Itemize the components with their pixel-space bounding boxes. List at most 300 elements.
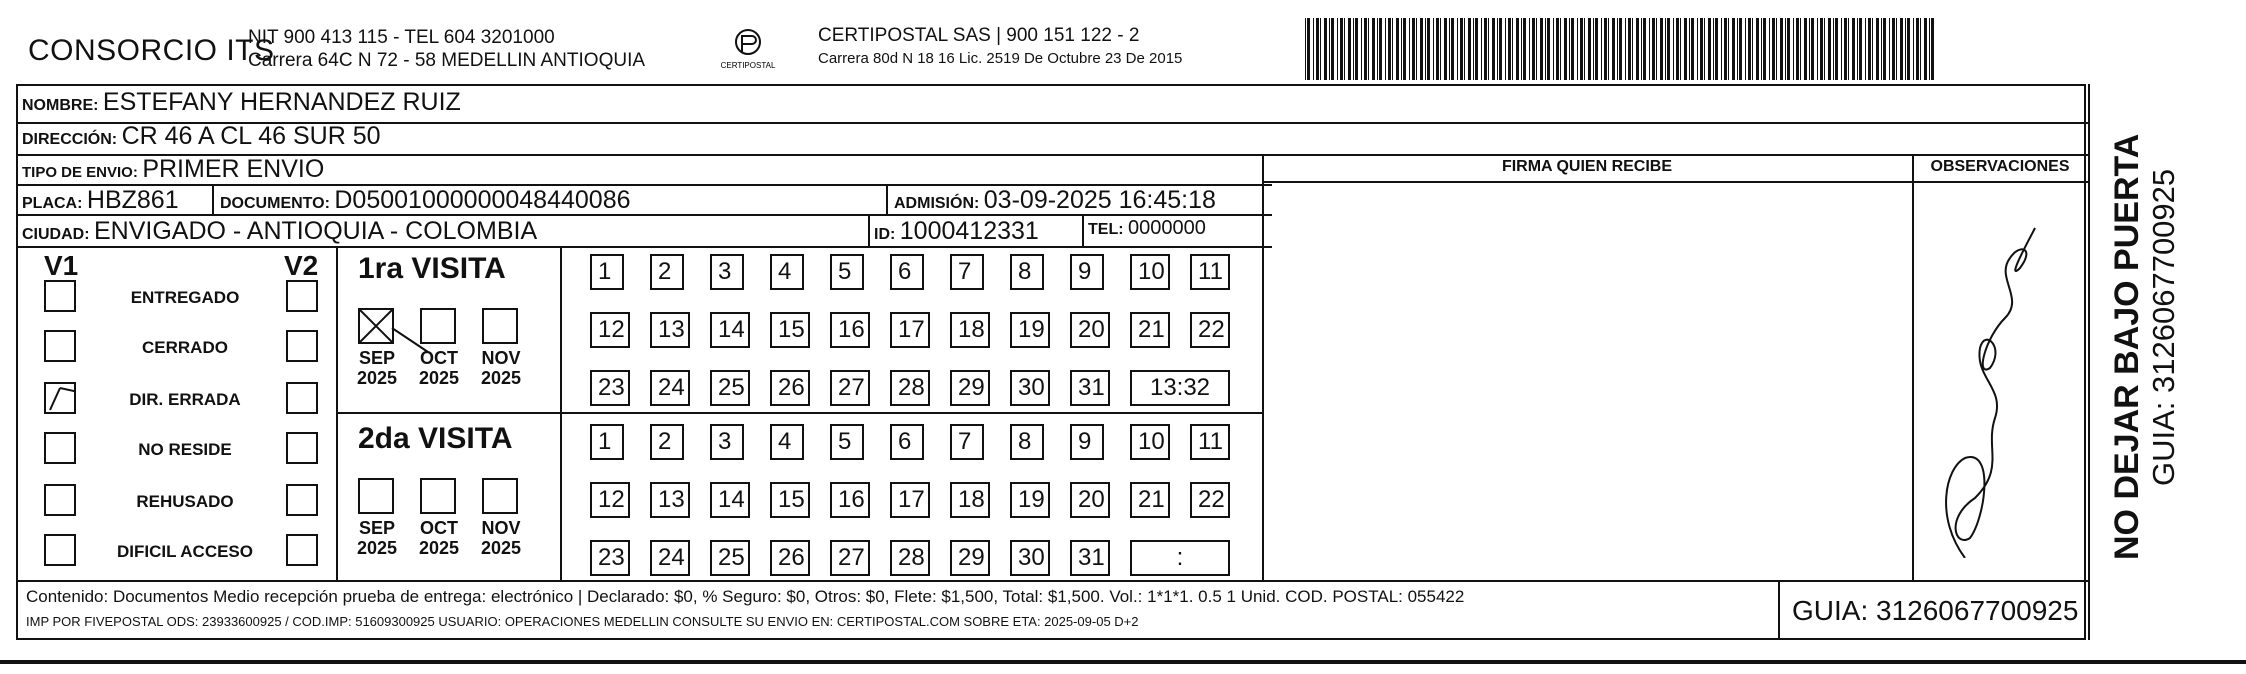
barcode-bar (1364, 18, 1367, 80)
side-separator (2088, 84, 2090, 640)
barcode-bar (1643, 18, 1646, 80)
tipo-envio-label: TIPO DE ENVIO: (22, 164, 138, 181)
barcode-bar (1604, 18, 1607, 80)
day-box[interactable]: 1 (590, 424, 624, 460)
barcode-bar (1684, 18, 1687, 80)
day-box[interactable]: 23 (590, 540, 630, 576)
barcode-bar (1900, 18, 1903, 80)
day-box[interactable]: 3 (710, 254, 744, 290)
barcode-bar (1536, 18, 1537, 80)
barcode-bar (1473, 18, 1474, 80)
barcode-bar (1689, 18, 1690, 80)
barcode-bar (1824, 18, 1825, 80)
certipostal-sub: Carrera 80d N 18 16 Lic. 2519 De Octubre 23 De 2015 (818, 50, 1183, 67)
month-year: 2025 (418, 538, 460, 558)
day-box[interactable]: 8 (1010, 254, 1044, 290)
v1-label: V1 (44, 250, 79, 281)
day-box[interactable]: 10 (1130, 254, 1170, 290)
barcode-bar (1896, 18, 1897, 80)
v2-checkbox[interactable] (286, 484, 318, 516)
day-box[interactable]: 24 (650, 370, 690, 406)
day-box[interactable]: 13 (650, 312, 690, 348)
placa-divider (212, 184, 214, 214)
reason-label: DIR. ERRADA (129, 390, 241, 409)
barcode-bar (1865, 18, 1866, 80)
row-divider (1262, 181, 2088, 183)
reason-label: NO RESIDE (138, 440, 232, 459)
barcode-bar (1545, 18, 1546, 80)
day-box[interactable]: 7 (950, 254, 984, 290)
barcode-bar (1577, 18, 1578, 80)
day-box[interactable]: 15 (770, 482, 810, 518)
barcode-bar (1916, 18, 1919, 80)
day-box[interactable]: 22 (1190, 482, 1230, 518)
reason-label: ENTREGADO (130, 288, 240, 307)
barcode-bar (1505, 18, 1506, 80)
barcode-bar (1769, 18, 1770, 80)
day-box[interactable]: 18 (950, 482, 990, 518)
barcode-bar (1608, 18, 1609, 80)
month-name: NOV (481, 348, 521, 368)
barcode-bar (1756, 18, 1759, 80)
day-box[interactable]: 2 (650, 254, 684, 290)
barcode-bar (1708, 18, 1711, 80)
ciudad-value: ENVIGADO - ANTIOQUIA - COLOMBIA (94, 217, 538, 245)
v1-checkbox[interactable] (44, 280, 76, 312)
day-box[interactable]: 9 (1070, 254, 1104, 290)
obs-left-border (1912, 154, 1914, 580)
barcode-bar (1368, 18, 1369, 80)
barcode-bar (1889, 18, 1890, 80)
v2-checkbox[interactable] (286, 280, 318, 312)
day-box[interactable]: 26 (770, 370, 810, 406)
day-box[interactable]: 14 (710, 482, 750, 518)
barcode-bar (1385, 18, 1386, 80)
day-box[interactable]: 29 (950, 540, 990, 576)
barcode-bar (1521, 18, 1522, 80)
month-name: OCT (420, 348, 458, 368)
barcode-bar (1564, 18, 1567, 80)
v1-checkbox[interactable] (44, 534, 76, 566)
barcode-bar (1804, 18, 1807, 80)
barcode-bar (1721, 18, 1722, 80)
nit-line: NIT 900 413 115 - TEL 604 3201000 (248, 27, 555, 48)
documento-group (220, 186, 631, 215)
month-checkbox[interactable] (420, 478, 456, 514)
barcode-bar (1700, 18, 1703, 80)
day-box[interactable]: 13 (650, 482, 690, 518)
signature (1925, 218, 2075, 558)
barcode-bar (1320, 18, 1321, 80)
barcode-bar (1752, 18, 1753, 80)
barcode-bar (1739, 18, 1742, 80)
visit1-title: 1ra VISITA (358, 252, 506, 285)
barcode-bar (1529, 18, 1530, 80)
visit2-title: 2da VISITA (358, 422, 513, 455)
day-box[interactable]: 11 (1190, 424, 1230, 460)
barcode-bar (1724, 18, 1727, 80)
barcode-bar (1425, 18, 1426, 80)
barcode-bar (1392, 18, 1393, 80)
barcode-bar (1859, 18, 1862, 80)
barcode-bar (1844, 18, 1847, 80)
barcode-bar (1737, 18, 1738, 80)
day-box[interactable]: 21 (1130, 482, 1170, 518)
visit-divider (336, 412, 1262, 414)
footer-guia: GUIA: 3126067700925 (1792, 595, 2079, 626)
barcode-bar (1728, 18, 1729, 80)
day-box[interactable]: 20 (1070, 482, 1110, 518)
nombre-row (22, 88, 461, 117)
barcode-bar (1665, 18, 1666, 80)
barcode-bar (1793, 18, 1794, 80)
certipostal-logo-icon (712, 26, 784, 76)
day-box[interactable]: 11 (1190, 254, 1230, 290)
month-label (350, 348, 404, 388)
day-box[interactable]: 17 (890, 312, 930, 348)
barcode-bar (1907, 18, 1910, 80)
barcode-bar (1776, 18, 1777, 80)
barcode-bar (1512, 18, 1513, 80)
month-label (474, 348, 528, 388)
direccion-row (22, 122, 381, 151)
day-box[interactable]: 16 (830, 482, 870, 518)
barcode-bar (1732, 18, 1735, 80)
company-name: CONSORCIO ITS (28, 34, 275, 67)
day-box[interactable]: 28 (890, 540, 930, 576)
barcode-bar (1560, 18, 1561, 80)
admision-divider (886, 184, 888, 214)
v1-checkbox[interactable] (44, 330, 76, 362)
barcode-bar (1340, 18, 1343, 80)
barcode-bar (1337, 18, 1338, 80)
barcode (1305, 18, 1940, 80)
day-box[interactable]: 31 (1070, 540, 1110, 576)
day-box[interactable]: 26 (770, 540, 810, 576)
day-box[interactable]: 22 (1190, 312, 1230, 348)
day-box[interactable]: 10 (1130, 424, 1170, 460)
row-divider (16, 246, 1272, 248)
day-box[interactable]: 6 (890, 254, 924, 290)
month-name: SEP (358, 348, 396, 368)
time-box[interactable]: : (1130, 540, 1230, 576)
day-box[interactable]: 21 (1130, 312, 1170, 348)
barcode-bar (1305, 18, 1306, 80)
day-box[interactable]: 12 (590, 482, 630, 518)
month-checkbox[interactable] (358, 308, 394, 344)
barcode-bar (1516, 18, 1519, 80)
barcode-bar (1593, 18, 1594, 80)
company-details (248, 26, 645, 72)
barcode-bar (1628, 18, 1631, 80)
day-box[interactable]: 30 (1010, 540, 1050, 576)
barcode-bar (1556, 18, 1559, 80)
barcode-bar (1828, 18, 1831, 80)
certipostal-details (818, 24, 1182, 70)
barcode-bar (1316, 18, 1319, 80)
barcode-bar (1464, 18, 1465, 80)
barcode-bar (1379, 18, 1382, 80)
barcode-bar (1619, 18, 1622, 80)
barcode-bar (1820, 18, 1823, 80)
month-checkbox[interactable] (482, 308, 518, 344)
barcode-bar (1396, 18, 1399, 80)
month-label (474, 518, 528, 558)
barcode-bar (1841, 18, 1842, 80)
barcode-bar (1353, 18, 1354, 80)
day-box[interactable]: 14 (710, 312, 750, 348)
day-box[interactable]: 6 (890, 424, 924, 460)
documento-value: D05001000000048440086 (334, 186, 631, 214)
placa-group (22, 186, 179, 215)
row-divider (16, 154, 2088, 156)
day-box[interactable]: 28 (890, 370, 930, 406)
ciudad-label: CIUDAD: (22, 226, 90, 243)
barcode-bar (1868, 18, 1871, 80)
barcode-bar (1929, 18, 1930, 80)
barcode-bar (1492, 18, 1495, 80)
nombre-value: ESTEFANY HERNANDEZ RUIZ (102, 88, 461, 116)
barcode-bar (1547, 18, 1550, 80)
day-box[interactable]: 29 (950, 370, 990, 406)
barcode-bar (1625, 18, 1626, 80)
tel-divider (1082, 214, 1084, 246)
id-label: ID: (874, 226, 896, 243)
certipostal-line: CERTIPOSTAL SAS | 900 151 122 - 2 (818, 25, 1140, 46)
v1-checkbox[interactable] (44, 484, 76, 516)
day-box[interactable]: 5 (830, 254, 864, 290)
barcode-bar (1892, 18, 1895, 80)
barcode-bar (1913, 18, 1914, 80)
barcode-bar (1523, 18, 1526, 80)
barcode-bar (1481, 18, 1482, 80)
barcode-bar (1787, 18, 1790, 80)
barcode-bar (1924, 18, 1927, 80)
barcode-bar (1745, 18, 1746, 80)
barcode-bar (1584, 18, 1585, 80)
month-year: 2025 (480, 538, 522, 558)
barcode-bar (1344, 18, 1345, 80)
barcode-bar (1785, 18, 1786, 80)
day-box[interactable]: 7 (950, 424, 984, 460)
barcode-bar (1811, 18, 1814, 80)
v1-checkbox[interactable] (44, 382, 76, 414)
barcode-bar (1601, 18, 1602, 80)
day-box[interactable]: 8 (1010, 424, 1044, 460)
address-line: Carrera 64C N 72 - 58 MEDELLIN ANTIOQUIA (248, 50, 646, 71)
barcode-bar (1532, 18, 1535, 80)
reason-label: DIFICIL ACCESO (116, 542, 253, 561)
barcode-bar (1324, 18, 1327, 80)
barcode-bar (1457, 18, 1458, 80)
barcode-bar (1451, 18, 1454, 80)
barcode-bar (1540, 18, 1543, 80)
v2-checkbox[interactable] (286, 432, 318, 464)
day-box[interactable]: 3 (710, 424, 744, 460)
barcode-bar (1715, 18, 1718, 80)
barcode-bar (1641, 18, 1642, 80)
placa-label: PLACA: (22, 195, 83, 212)
barcode-bar (1883, 18, 1886, 80)
barcode-bar (1881, 18, 1882, 80)
reason-label: CERRADO (142, 338, 228, 357)
v2-checkbox[interactable] (286, 382, 318, 414)
month-name: NOV (481, 518, 521, 538)
barcode-bar (1409, 18, 1410, 80)
direccion-value: CR 46 A CL 46 SUR 50 (121, 122, 381, 150)
tipo-envio-value: PRIMER ENVIO (142, 155, 325, 183)
barcode-bar (1433, 18, 1434, 80)
v2-checkbox[interactable] (286, 330, 318, 362)
barcode-bar (1763, 18, 1766, 80)
reason-label: REHUSADO (136, 492, 234, 511)
v1-checkbox[interactable] (44, 432, 76, 464)
month-year: 2025 (356, 368, 398, 388)
barcode-bar (1761, 18, 1762, 80)
barcode-bar (1617, 18, 1618, 80)
barcode-bar (1673, 18, 1674, 80)
day-box[interactable]: 27 (830, 370, 870, 406)
day-box[interactable]: 25 (710, 370, 750, 406)
month-checkbox[interactable] (358, 478, 394, 514)
barcode-bar (1697, 18, 1698, 80)
barcode-bar (1636, 18, 1639, 80)
barcode-bar (1508, 18, 1511, 80)
barcode-bar (1748, 18, 1751, 80)
barcode-bar (1401, 18, 1402, 80)
barcode-bar (1833, 18, 1834, 80)
barcode-bar (1348, 18, 1351, 80)
day-box[interactable]: 27 (830, 540, 870, 576)
barcode-bar (1436, 18, 1439, 80)
barcode-bar (1497, 18, 1498, 80)
day-box[interactable]: 5 (830, 424, 864, 460)
day-box[interactable]: 24 (650, 540, 690, 576)
barcode-bar (1612, 18, 1615, 80)
barcode-bar (1420, 18, 1423, 80)
barcode-bar (1416, 18, 1417, 80)
barcode-bar (1595, 18, 1598, 80)
day-box[interactable]: 17 (890, 482, 930, 518)
barcode-bar (1920, 18, 1921, 80)
barcode-bar (1667, 18, 1670, 80)
direccion-label: DIRECCIÓN: (22, 131, 118, 148)
day-box[interactable]: 16 (830, 312, 870, 348)
firma-label: FIRMA QUIEN RECIBE (1501, 158, 1673, 175)
month-checkbox[interactable] (420, 308, 456, 344)
barcode-bar (1488, 18, 1489, 80)
tipo-envio-row (22, 155, 324, 184)
barcode-bar (1872, 18, 1873, 80)
barcode-bar (1713, 18, 1714, 80)
day-box[interactable]: 1 (590, 254, 624, 290)
day-box[interactable]: 23 (590, 370, 630, 406)
day-box[interactable]: 31 (1070, 370, 1110, 406)
barcode-bar (1372, 18, 1375, 80)
barcode-bar (1817, 18, 1818, 80)
month-year: 2025 (356, 538, 398, 558)
documento-label: DOCUMENTO: (220, 195, 330, 212)
admision-value: 03-09-2025 16:45:18 (983, 186, 1216, 214)
day-box[interactable]: 19 (1010, 482, 1050, 518)
side-guia: GUIA: 3126067700925 (2146, 168, 2181, 486)
footer-imp: IMP POR FIVEPOSTAL ODS: 23933600925 / COD.IMP: 51609300925 USUARIO: OPERACIONES MEDELLIN CONSULTE SU ENVIO EN: CERTIPOSTAL.COM SOBRE ETA: 2025-09-05 D+2 (26, 614, 1139, 629)
barcode-bar (1403, 18, 1406, 80)
bottom-edge (0, 660, 2246, 664)
barcode-bar (1355, 18, 1358, 80)
month-checkbox[interactable] (482, 478, 518, 514)
barcode-bar (1676, 18, 1679, 80)
day-box[interactable]: 4 (770, 424, 804, 460)
month-label (412, 348, 466, 388)
barcode-bar (1796, 18, 1799, 80)
barcode-bar (1848, 18, 1849, 80)
barcode-bar (1931, 18, 1934, 80)
footer-divider (1778, 580, 1780, 640)
month-year: 2025 (480, 368, 522, 388)
ciudad-group (22, 217, 537, 246)
admision-label: ADMISIÓN: (894, 195, 980, 212)
barcode-bar (1460, 18, 1463, 80)
day-box[interactable]: 20 (1070, 312, 1110, 348)
barcode-bar (1412, 18, 1415, 80)
no-dejar-label: NO DEJAR BAJO PUERTA (2108, 133, 2146, 560)
placa-value: HBZ861 (86, 186, 179, 214)
barcode-bar (1876, 18, 1879, 80)
id-group (874, 217, 1039, 246)
day-box[interactable]: 4 (770, 254, 804, 290)
firma-left-border (1262, 154, 1264, 580)
barcode-bar (1307, 18, 1310, 80)
barcode-bar (1377, 18, 1378, 80)
barcode-bar (1388, 18, 1391, 80)
day-box[interactable]: 19 (1010, 312, 1050, 348)
day-box[interactable]: 9 (1070, 424, 1104, 460)
barcode-bar (1649, 18, 1650, 80)
day-box[interactable]: 15 (770, 312, 810, 348)
barcode-bar (1800, 18, 1801, 80)
tel-value: 0000000 (1128, 217, 1206, 239)
barcode-bar (1780, 18, 1783, 80)
day-box[interactable]: 30 (1010, 370, 1050, 406)
time-box[interactable]: 13:32 (1130, 370, 1230, 406)
day-box[interactable]: 2 (650, 424, 684, 460)
tel-label: TEL: (1088, 221, 1124, 238)
day-box[interactable]: 25 (710, 540, 750, 576)
barcode-bar (1331, 18, 1334, 80)
barcode-bar (1440, 18, 1441, 80)
barcode-bar (1857, 18, 1858, 80)
barcode-bar (1484, 18, 1487, 80)
day-box[interactable]: 18 (950, 312, 990, 348)
barcode-bar (1588, 18, 1591, 80)
barcode-bar (1449, 18, 1450, 80)
month-name: SEP (358, 518, 396, 538)
barcode-bar (1652, 18, 1655, 80)
barcode-bar (1444, 18, 1447, 80)
barcode-bar (1905, 18, 1906, 80)
barcode-bar (1772, 18, 1775, 80)
month-name: OCT (420, 518, 458, 538)
barcode-bar (1656, 18, 1657, 80)
day-box[interactable]: 12 (590, 312, 630, 348)
nombre-label: NOMBRE: (22, 97, 99, 114)
v2-checkbox[interactable] (286, 534, 318, 566)
admision-group (894, 186, 1216, 215)
barcode-bar (1468, 18, 1471, 80)
barcode-bar (1691, 18, 1694, 80)
month-year: 2025 (418, 368, 460, 388)
